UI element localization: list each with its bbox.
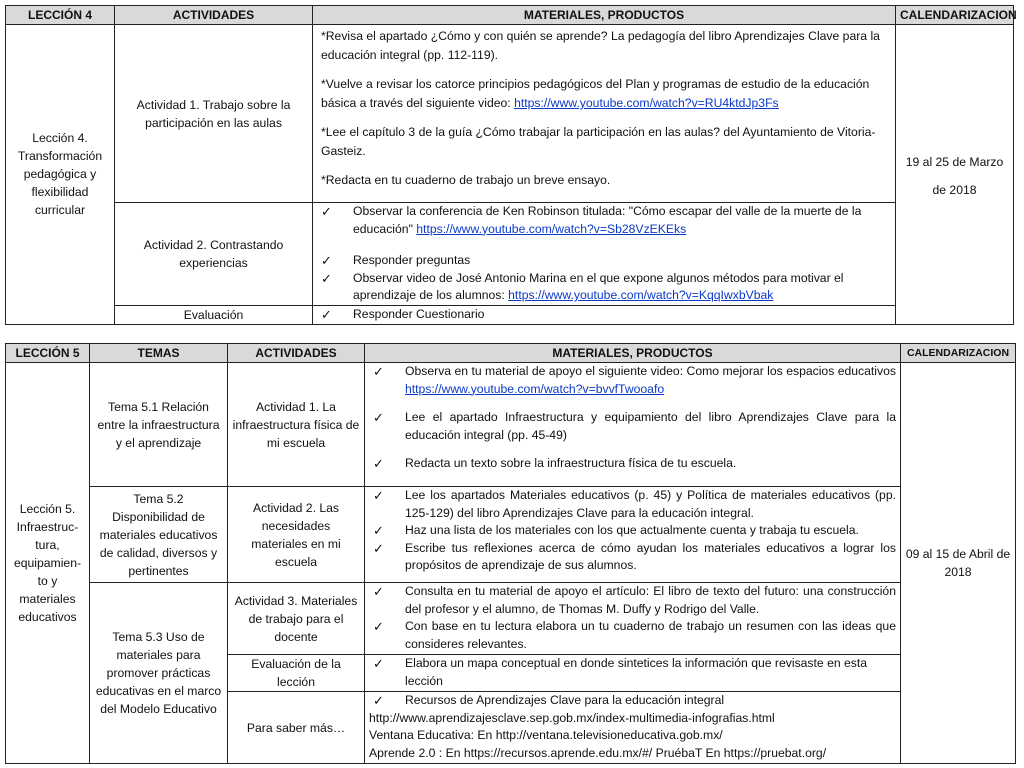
check-icon: ✓ [321,306,332,322]
checklist-item: ✓ Observa en tu material de apoyo el siguiente video: Como mejorar los espacios educativos https://www.youtube.com/watch?v=bvvfTwooafo [373,364,896,396]
checklist-item: ✓ Escribe tus reflexiones acerca de cómo ayudan los materiales educativos a lograr los propósitos de aprendizaje de sus alumnos. [373,540,896,572]
evaluacion-leccion: Evaluación de la lección [228,655,365,692]
checklist-item: ✓ Redacta un texto sobre la infraestructura física de tu escuela. [373,456,737,471]
checklist-item: ✓ Responder Cuestionario [321,306,485,322]
actividad-1: Actividad 1. Trabajo sobre la participación en las aulas [115,25,313,203]
tema-5-1: Tema 5.1 Relación entre la infraestructura y el aprendizaje [90,363,228,487]
evaluacion-materials [313,305,896,324]
actividad-2: Actividad 2. Contrastando experiencias [115,203,313,306]
calendarizacion-cell: 09 al 15 de Abril de 2018 [901,363,1016,764]
header-calendarizacion: CALENDARIZACION [901,344,1016,363]
header-materiales: MATERIALES, PRODUCTOS [313,6,896,25]
actividad-1-materials [313,25,896,203]
check-icon: ✓ [321,253,332,268]
tema-5-2: Tema 5.2 Disponibilidad de materiales educativos de calidad, diversos y pertinentes [90,487,228,583]
material-item: *Redacta en tu cuaderno de trabajo un breve ensayo. [321,173,611,187]
video-link[interactable]: https://www.youtube.com/watch?v=bvvfTwooafo [405,381,665,396]
actividad-2: Actividad 2. Las necesidades materiales en mi escuela [228,487,365,583]
header-leccion: LECCIÓN 5 [6,344,90,363]
material-item: *Revisa el apartado ¿Cómo y con quién se aprende? La pedagogía del libro Aprendizajes Clave para la educación integral (pp. 112-119). [321,29,880,62]
actividad-2-materials [313,203,896,306]
calendarizacion-cell [896,25,1014,325]
actividad-3: Actividad 3. Materiales de trabajo para el docente [228,583,365,655]
para-saber-mas-materials [365,692,901,764]
check-icon: ✓ [321,270,332,286]
check-icon: ✓ [321,204,332,219]
header-materiales: MATERIALES, PRODUCTOS [365,344,901,363]
checklist-item: ✓ Observar la conferencia de Ken Robinson titulada: "Cómo escapar del valle de la muerte de la educación" https://www.youtube.com/watch?v=Sb28VzEKEks [321,204,862,236]
evaluacion: Evaluación [115,305,313,324]
check-icon: ✓ [373,693,384,708]
checklist-item: ✓ Elabora un mapa conceptual en donde sintetices la información que revisaste en esta lección [373,656,868,688]
actividad-2-materials [365,487,901,583]
header-row [6,6,1014,25]
fecha-line-1: 19 al 25 de Marzo [905,155,1004,170]
checklist-item: ✓ Haz una lista de los materiales con los que actualmente cuenta y trabaja tu escuela. [373,523,859,538]
checklist-item: ✓ Observar video de José Antonio Marina en el que expone algunos métodos para motivar el aprendizaje de los alumnos: https://www.youtube.com/watch?v=KqqIwxbVbak [321,270,844,302]
video-link[interactable]: https://www.youtube.com/watch?v=RU4ktdJp3Fs [514,96,779,110]
header-leccion: LECCIÓN 4 [6,6,115,25]
header-calendarizacion: CALENDARIZACION [896,6,1014,25]
resource-line: Aprende 2.0 : En https://recursos.aprende.edu.mx/#/ PruébaT En https://pruebat.org/ [369,745,827,760]
check-icon: ✓ [373,523,384,538]
resource-line: http://www.aprendizajesclave.sep.gob.mx/index-multimedia-infografias.html [369,710,775,725]
header-temas: TEMAS [90,344,228,363]
material-item: *Vuelve a revisar los catorce principios pedagógicos del Plan y programas de estudio de la educación básica a través del siguiente video: https://www.youtube.com/watch?v=RU4ktdJp3Fs [321,77,870,110]
material-item: *Lee el capítulo 3 de la guía ¿Cómo trabajar la participación en las aulas? del Ayuntamiento de Vitoria-Gasteiz. [321,125,876,158]
checklist-item: ✓ Recursos de Aprendizajes Clave para la educación integral [373,693,725,708]
actividad-3-materials [365,583,901,655]
checklist-item: ✓ Responder preguntas [321,253,471,268]
fecha-line-2: de 2018 [932,183,977,198]
leccion-title: Lección 4. Transformación pedagógica y flexibilidad curricular [6,25,115,325]
header-row [6,344,1016,363]
para-saber-mas: Para saber más… [228,692,365,764]
actividad-1-materials [365,363,901,487]
header-actividades: ACTIVIDADES [228,344,365,363]
check-icon: ✓ [373,656,384,671]
leccion-4-table [5,5,1017,325]
check-icon: ✓ [373,488,384,503]
check-icon: ✓ [373,584,384,599]
leccion-title: Lección 5. Infraestruc-tura, equipamien-to y materiales educativos [6,363,90,764]
check-icon: ✓ [373,540,384,556]
checklist-item: ✓ Lee el apartado Infraestructura y equipamiento del libro Aprendizajes Clave para la educación integral (pp. 45-49) [373,410,896,442]
checklist-item: ✓ Consulta en tu material de apoyo el artículo: El libro de texto del futuro: una construcción del profesor y el alumno, de Thomas M. Duffy y Rodrigo del Valle. [373,584,896,616]
check-icon: ✓ [373,364,384,379]
video-link[interactable]: https://www.youtube.com/watch?v=Sb28VzEKEks [416,221,687,236]
checklist-item: ✓ Lee los apartados Materiales educativos (p. 45) y Política de materiales educativos (pp. 125-129) del libro Aprendizajes Clave para la educación integral. [373,488,896,520]
check-icon: ✓ [373,456,384,471]
leccion-5-table [5,343,1016,764]
check-icon: ✓ [373,619,384,634]
header-actividades: ACTIVIDADES [115,6,313,25]
check-icon: ✓ [373,410,384,425]
actividad-1: Actividad 1. La infraestructura física de mi escuela [228,363,365,487]
tema-5-3: Tema 5.3 Uso de materiales para promover prácticas educativas en el marco del Modelo Educativo [90,583,228,764]
resource-line: Ventana Educativa: En http://ventana.televisioneducativa.gob.mx/ [369,728,723,742]
evaluacion-materials [365,655,901,692]
checklist-item: ✓ Con base en tu lectura elabora un tu cuaderno de trabajo un resumen con las ideas que consideres relevantes. [373,619,896,651]
video-link[interactable]: https://www.youtube.com/watch?v=KqqIwxbVbak [508,288,774,302]
